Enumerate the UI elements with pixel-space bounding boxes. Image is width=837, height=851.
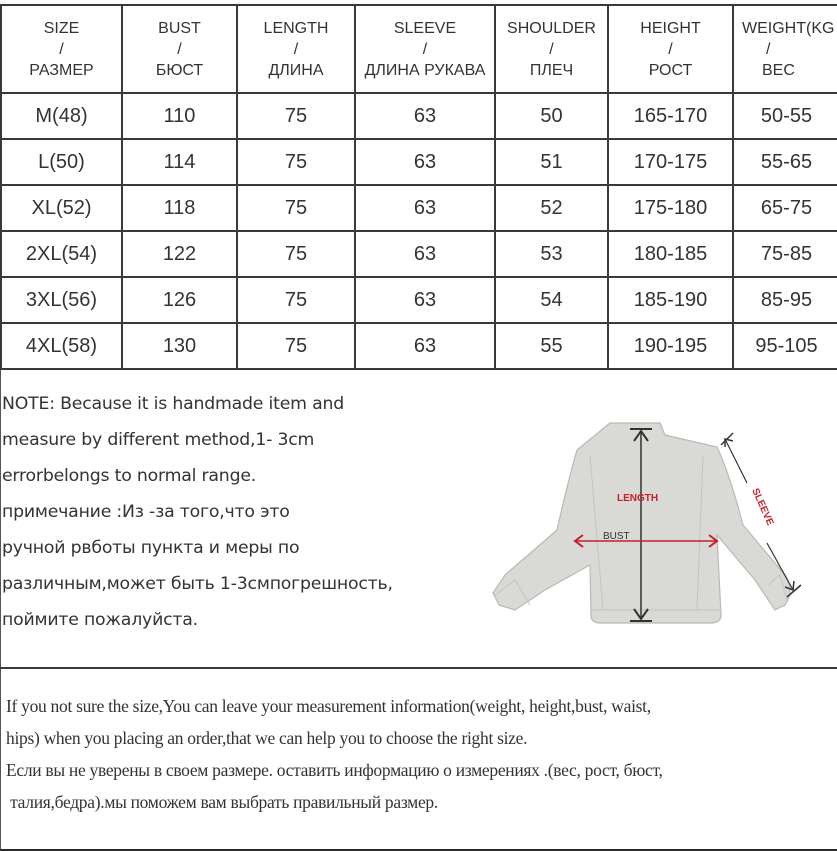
note-line: NOTE: Because it is handmade item and [2, 394, 344, 414]
cell-height: 165-170 [608, 93, 733, 139]
section-divider [0, 667, 837, 669]
table-row [1, 231, 837, 277]
cell-weight: 55-65 [733, 139, 837, 185]
info-line: If you not sure the size,You can leave your measurement information(weight, height,bust, waist, [6, 696, 651, 716]
table-row [1, 277, 837, 323]
note-line: measure by different method,1- 3cm [2, 430, 315, 450]
cell-height: 185-190 [608, 277, 733, 323]
cell-length: 75 [237, 323, 355, 369]
cell-sleeve: 63 [355, 231, 495, 277]
cell-sleeve: 63 [355, 277, 495, 323]
cell-shoulder: 55 [495, 323, 608, 369]
table-row [1, 323, 837, 369]
length-label: LENGTH [617, 493, 659, 504]
header-bust: BUST / БЮСТ [122, 5, 237, 93]
measurement-note [2, 386, 472, 638]
size-table [0, 4, 837, 370]
header-length: LENGTH / ДЛИНА [237, 5, 355, 93]
cell-size: 3XL(56) [1, 277, 122, 323]
cell-shoulder: 51 [495, 139, 608, 185]
header-sleeve: SLEEVE / ДЛИНА РУКАВА [355, 5, 495, 93]
cell-sleeve: 63 [355, 93, 495, 139]
info-line: hips) when you placing an order,that we can help you to choose the right size. [6, 728, 528, 748]
cell-bust: 122 [122, 231, 237, 277]
cell-bust: 130 [122, 323, 237, 369]
cell-shoulder: 53 [495, 231, 608, 277]
cell-shoulder: 54 [495, 277, 608, 323]
cell-sleeve: 63 [355, 185, 495, 231]
note-line: errorbelongs to normal range. [2, 466, 257, 486]
jacket-measurement-diagram [485, 415, 825, 635]
table-row [1, 139, 837, 185]
cell-height: 180-185 [608, 231, 733, 277]
bust-label: BUST [603, 531, 630, 542]
info-line: Если вы не уверены в своем размере. оставить информацию о измерениях .(вес, рост, бюст, [6, 760, 663, 780]
cell-size: XL(52) [1, 185, 122, 231]
header-shoulder: SHOULDER / ПЛЕЧ [495, 5, 608, 93]
cell-shoulder: 52 [495, 185, 608, 231]
cell-size: 2XL(54) [1, 231, 122, 277]
cell-sleeve: 63 [355, 139, 495, 185]
cell-length: 75 [237, 93, 355, 139]
cell-weight: 50-55 [733, 93, 837, 139]
cell-height: 175-180 [608, 185, 733, 231]
sleeve-label: SLEEVE [749, 486, 776, 528]
table-row [1, 185, 837, 231]
cell-weight: 95-105 [733, 323, 837, 369]
header-weight: WEIGHT(KG / ВЕС [733, 5, 837, 93]
size-help-info [6, 690, 836, 818]
info-line: талия,бедра).мы поможем вам выбрать правильный размер. [6, 792, 438, 812]
left-border [0, 370, 1, 851]
note-line: примечание :Из -за того,что это [2, 502, 290, 522]
cell-weight: 85-95 [733, 277, 837, 323]
table-row [1, 93, 837, 139]
note-line: поймите пожалуйста. [2, 610, 198, 630]
cell-size: 4XL(58) [1, 323, 122, 369]
cell-sleeve: 63 [355, 323, 495, 369]
cell-size: M(48) [1, 93, 122, 139]
cell-size: L(50) [1, 139, 122, 185]
cell-bust: 126 [122, 277, 237, 323]
cell-length: 75 [237, 185, 355, 231]
cell-length: 75 [237, 139, 355, 185]
cell-height: 190-195 [608, 323, 733, 369]
header-height: HEIGHT / РОСТ [608, 5, 733, 93]
cell-bust: 114 [122, 139, 237, 185]
cell-bust: 110 [122, 93, 237, 139]
cell-shoulder: 50 [495, 93, 608, 139]
header-size: SIZE / РАЗМЕР [1, 5, 122, 93]
cell-weight: 65-75 [733, 185, 837, 231]
cell-length: 75 [237, 231, 355, 277]
table-header-row [1, 5, 837, 93]
note-line: различным,может быть 1-3смпогрешность, [2, 574, 393, 594]
cell-bust: 118 [122, 185, 237, 231]
cell-weight: 75-85 [733, 231, 837, 277]
cell-height: 170-175 [608, 139, 733, 185]
note-line: ручной рвботы пункта и меры по [2, 538, 300, 558]
cell-length: 75 [237, 277, 355, 323]
